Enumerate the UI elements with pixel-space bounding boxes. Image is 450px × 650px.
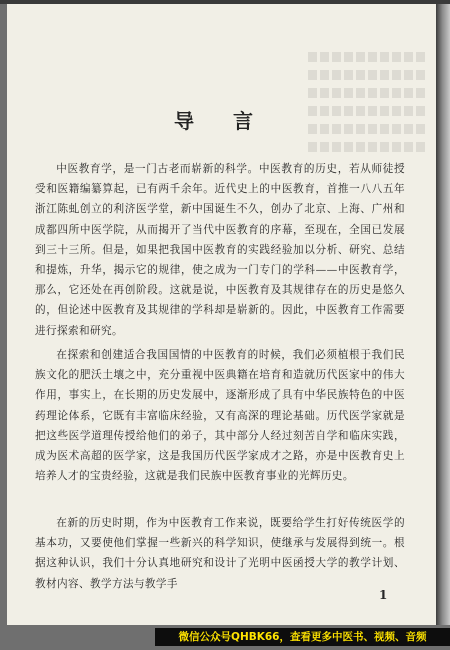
page-title: 导 言: [174, 109, 269, 133]
page-edge-shadow: [436, 4, 450, 625]
paragraph-1: 中医教育学，是一门古老而崭新的科学。中医教育的历史，若从师徒授受和医籍编纂算起，已有两千余年。近代史上的中医教育，首推一八八五年浙江陈虬创立的利济医学堂，新中国诞生不久，创办了北京、上海、广州和成都四所中医学院，从而揭开了当代中医教育的序幕，至现在，全国已发展到三十三所。但是，如果把我国中医教育的实践经验加以分析、研究、总结和提炼，升华，揭示它的规律，使之成为一门专门的学科——中医教育学，那么，它还处在再创阶段。这就是说，中医教育及其规律存在的历史是悠久的，但论述中医教育及其规律的学科却是崭新的。因此，中医教育工作需要进行探索和研究。: [35, 163, 405, 337]
page-number: 1: [379, 588, 388, 602]
paragraph-2: 在探索和创建适合我国国情的中医教育的时候，我们必须植根于我们民族文化的肥沃土壤之中，充分重视中医典籍在培育和造就历代医家中的伟大作用，事实上，在长期的历史发展中，逐渐形成了具有中华民族特色的中医药理论体系，它既有丰富临床经验，又有高深的理论基础。历代医学家就是把这些医学道理传授给他们的弟子，其中部分人经过刻苦自学和临床实践，成为医术高超的医学家，这是我国历代医学家成才之路，亦是中医教育史上培养人才的宝贵经验，这就是我们民族中医教育事业的光辉历史。: [35, 349, 405, 483]
watermark-banner: 微信公众号QHBK66，查看更多中医书、视频、音频: [155, 628, 450, 646]
book-page: [7, 4, 436, 625]
bleed-through-text: [308, 44, 428, 164]
paragraph-3: 在新的历史时期，作为中医教育工作来说，既要给学生打好传统医学的基本功，又要使他们掌握一些新兴的科学知识，使继承与发展得到统一。根据这种认识，我们十分认真地研究和设计了光明中医函授大学的教学计划、教材内容、教学方法与教学手: [35, 517, 405, 590]
